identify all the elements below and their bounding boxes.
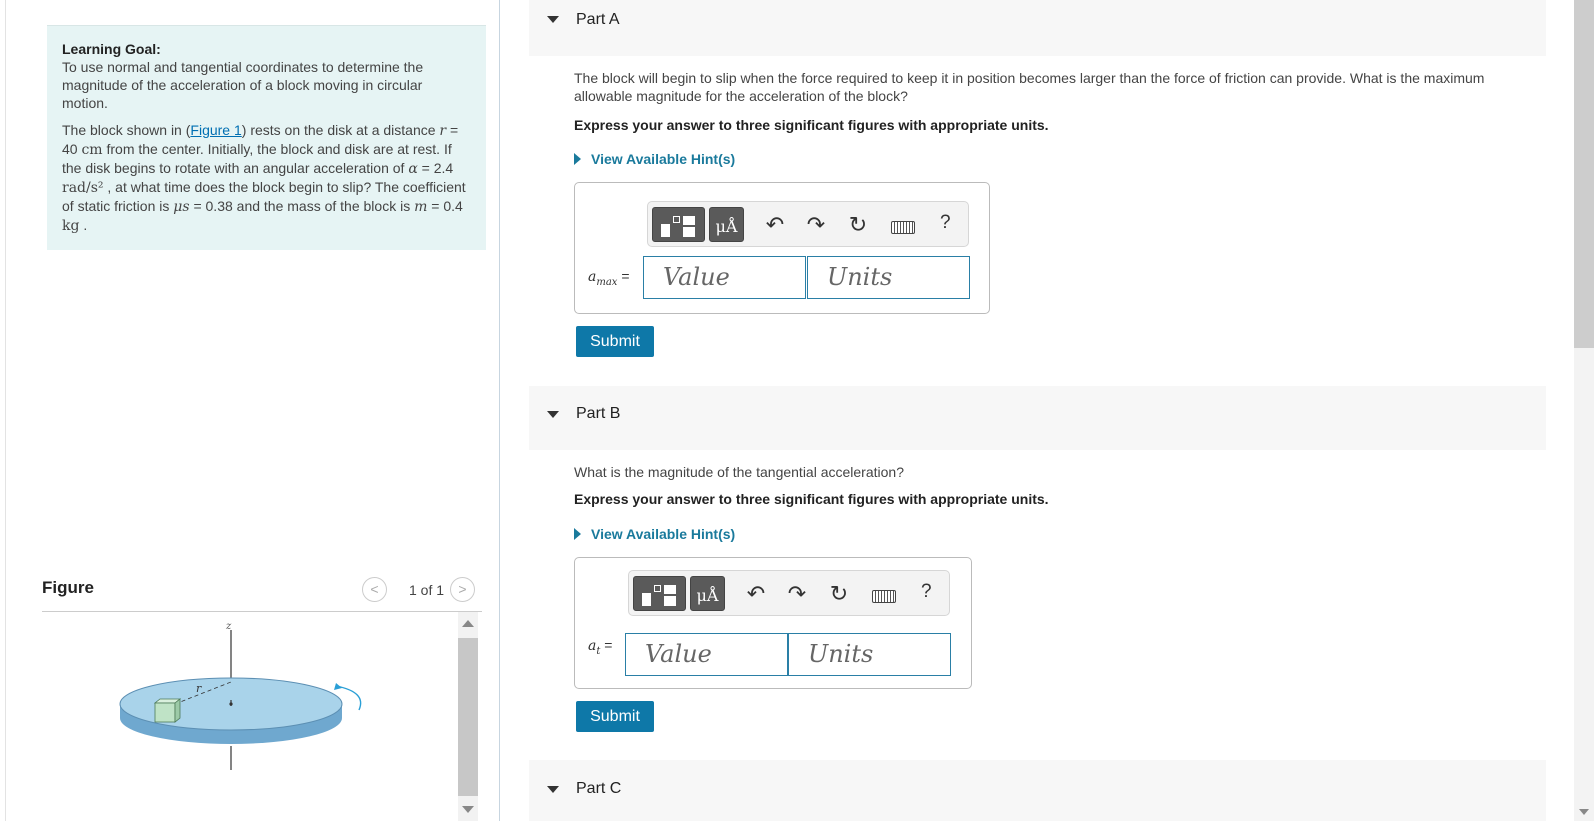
part-a-hint-link[interactable]: View Available Hint(s): [574, 151, 735, 167]
learning-goal-title: Learning Goal:: [62, 41, 161, 57]
part-b-instruction: Express your answer to three significant figures with appropriate units.: [574, 491, 1049, 507]
redo-icon[interactable]: ↷: [806, 212, 826, 237]
part-c-title: Part C: [576, 780, 622, 797]
caret-down-icon[interactable]: [547, 411, 559, 418]
part-a-header[interactable]: [529, 0, 1546, 56]
keyboard-icon[interactable]: [891, 221, 915, 234]
part-a-answer-box: [574, 182, 990, 314]
scroll-down-arrow-icon[interactable]: [1579, 809, 1589, 815]
help-icon[interactable]: ?: [921, 581, 932, 602]
part-a-submit-button[interactable]: Submit: [576, 326, 654, 357]
figure-scroll-thumb[interactable]: [458, 638, 478, 796]
templates-button[interactable]: [633, 576, 686, 611]
part-b-variable: $a_t$ =: [588, 637, 613, 657]
z-axis-label: z: [226, 621, 232, 632]
caret-down-icon[interactable]: [547, 786, 559, 793]
units-symbols-button[interactable]: μÅ: [690, 576, 725, 611]
part-b-title: Part B: [576, 405, 621, 422]
figure-header: [42, 570, 482, 612]
triangle-right-icon: [574, 528, 581, 540]
undo-icon[interactable]: ↶: [765, 212, 785, 237]
r-label: r: [196, 682, 202, 695]
units-symbols-button[interactable]: μÅ: [709, 207, 744, 242]
part-c-header[interactable]: [529, 760, 1546, 821]
figure-title: Figure: [42, 578, 94, 597]
figure-image: [42, 612, 459, 821]
part-b-hint-link[interactable]: View Available Hint(s): [574, 526, 735, 542]
learning-goal-box: [47, 25, 486, 250]
part-b-value-input[interactable]: Value: [625, 633, 788, 676]
part-a-value-input[interactable]: Value: [643, 256, 806, 299]
part-a-variable: $a_{max}$ =: [588, 268, 630, 288]
figure-link[interactable]: Figure 1: [190, 122, 242, 138]
part-b-header[interactable]: [529, 386, 1546, 450]
part-b-toolbar: [628, 570, 950, 616]
caret-down-icon[interactable]: [547, 16, 559, 23]
learning-goal-description: To use normal and tangential coordinates to determine the magnitude of the acceleration of a block moving in circular motion.: [62, 59, 424, 111]
undo-icon[interactable]: ↶: [746, 581, 766, 606]
keyboard-icon[interactable]: [872, 590, 896, 603]
part-a-instruction: Express your answer to three significant figures with appropriate units.: [574, 117, 1049, 133]
triangle-right-icon: [574, 153, 581, 165]
figure-prev-button[interactable]: <: [362, 577, 387, 602]
part-b-submit-button[interactable]: Submit: [576, 701, 654, 732]
figure-next-button[interactable]: >: [450, 577, 475, 602]
left-panel: [5, 0, 500, 821]
redo-icon[interactable]: ↷: [787, 581, 807, 606]
figure-scrollbar[interactable]: [458, 612, 478, 821]
templates-button[interactable]: [652, 207, 705, 242]
part-b-question: What is the magnitude of the tangential acceleration?: [574, 464, 904, 480]
figure-counter: 1 of 1: [409, 582, 445, 598]
part-a-question: The block will begin to slip when the force required to keep it in position becomes larger than the force of friction can provide. What is the maximum allowable magnitude for the acceleration of the block?: [574, 70, 1485, 104]
part-b-units-input[interactable]: Units: [788, 633, 951, 676]
part-b-answer-box: [574, 557, 972, 689]
part-a-units-input[interactable]: Units: [807, 256, 970, 299]
rotating-disk-diagram: [42, 612, 459, 821]
reset-icon[interactable]: ↻: [848, 212, 868, 237]
problem-statement: The block shown in (Figure 1) rests on the disk at a distance r = 40 cm from the center. Initially, the block and disk are at rest. If the disk begins to rotate with an angular acceleration of α = 2.4 rad/s² , at what time does the block begin to slip? The coefficient of static friction is μs = 0.38 and the mass of the block is m = 0.4 kg .: [62, 122, 466, 234]
part-a-title: Part A: [576, 11, 620, 28]
scroll-up-arrow-icon[interactable]: [462, 620, 474, 627]
help-icon[interactable]: ?: [940, 212, 951, 233]
page-scrollbar[interactable]: [1574, 0, 1594, 821]
page-scroll-thumb[interactable]: [1574, 0, 1594, 348]
part-a-toolbar: [647, 201, 969, 247]
scroll-down-arrow-icon[interactable]: [462, 806, 474, 813]
reset-icon[interactable]: ↻: [829, 581, 849, 606]
